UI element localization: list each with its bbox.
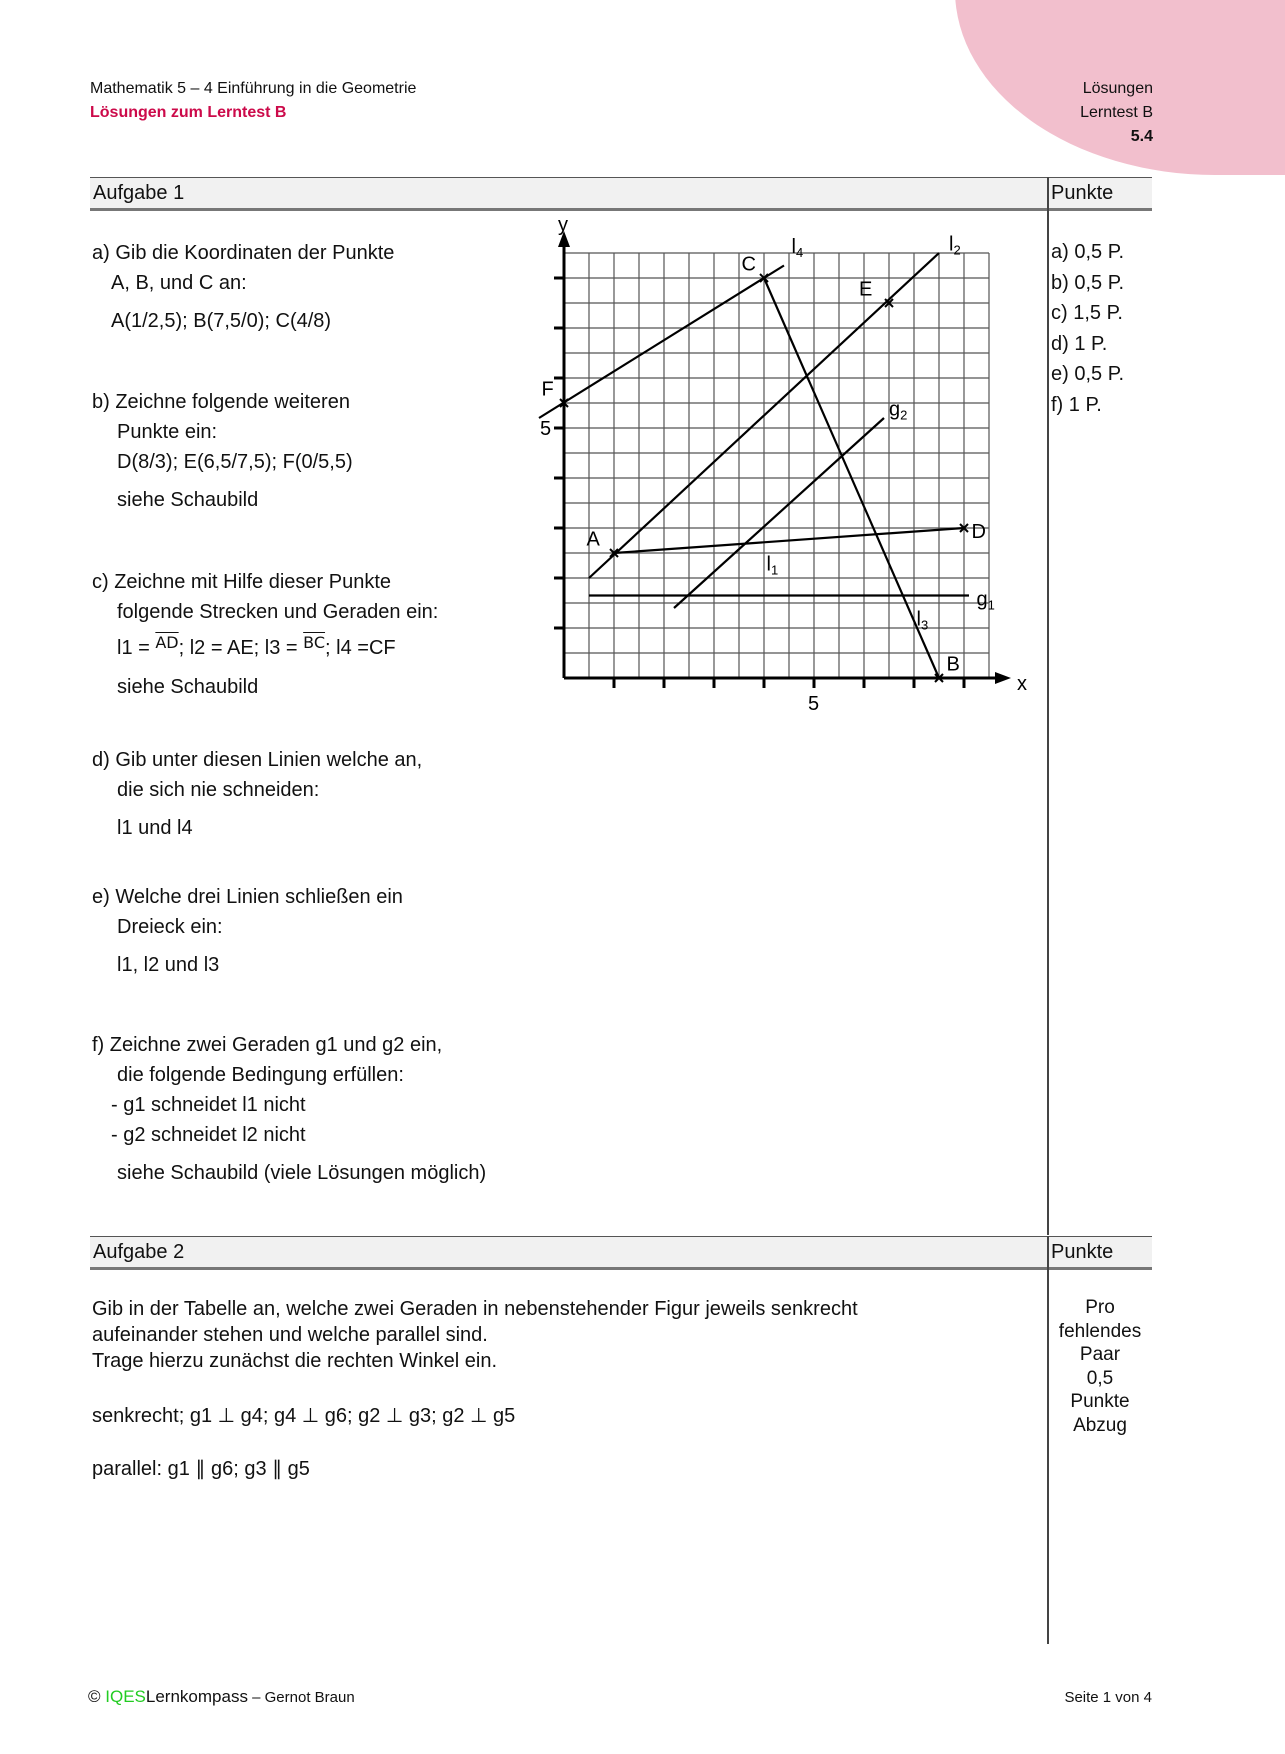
point-label-A: A (586, 528, 600, 551)
task2-title: Aufgabe 2 (93, 1241, 185, 1263)
line-label-l4: $l_4$ (791, 236, 804, 260)
answer-perpendicular: senkrecht; g1 ⊥ g4; g4 ⊥ g6; g2 ⊥ g3; g2 ⊥ g5 (92, 1405, 516, 1427)
segment-l1-label: l1 = (117, 637, 156, 659)
task1-part-b (92, 387, 353, 515)
points-f: f) 1 P. (1051, 393, 1102, 416)
segment-l2-l3-label: ; l2 = AE; l3 = (178, 637, 304, 659)
answer-text: siehe Schaubild (117, 676, 259, 698)
answer-parallel: parallel: g1 ∥ g6; g3 ∥ g5 (92, 1458, 310, 1480)
course-title: Mathematik 5 – 4 Einführung in die Geometrie (90, 80, 417, 97)
task1-title: Aufgabe 1 (93, 182, 185, 204)
copyright-icon: © (88, 1687, 101, 1706)
question-text: Punkte ein: (117, 421, 218, 443)
task1-points-header: Punkte (1051, 182, 1114, 204)
task1-part-a (92, 238, 394, 336)
x-axis-label: x (1017, 673, 1027, 695)
author: – Gernot Braun (247, 1689, 355, 1706)
column-divider (1047, 177, 1049, 1235)
line-label-l1: $l_1$ (766, 553, 779, 578)
task1-part-c (92, 567, 438, 702)
line-label-l2: $l_2$ (949, 233, 961, 258)
question-text: c) Zeichne mit Hilfe dieser Punkte (92, 571, 392, 593)
task2-points-note (1050, 1296, 1150, 1437)
task2-points-header: Punkte (1051, 1241, 1114, 1263)
point-label-F: F (541, 378, 554, 401)
x-axis-arrow-icon (995, 672, 1011, 684)
points-note-line: Punkte (1070, 1391, 1130, 1412)
task1-part-d (92, 745, 422, 843)
question-text: Dreieck ein: (117, 916, 223, 938)
task1-points-list (1051, 237, 1124, 420)
label-line1: Lösungen (1082, 80, 1153, 97)
document-label (1080, 77, 1153, 149)
points-d: d) 1 P. (1051, 332, 1108, 355)
document-subtitle: Lösungen zum Lerntest B (90, 104, 287, 121)
points-note-line: Abzug (1073, 1414, 1127, 1436)
line-label-g2: $g_2$ (889, 398, 908, 423)
task1-part-f (92, 1030, 486, 1188)
point-label-B: B (946, 653, 960, 676)
instruction-text: Trage hierzu zunächst die rechten Winkel ein. (92, 1350, 498, 1372)
points-e: e) 0,5 P. (1051, 363, 1125, 385)
point-label-C: C (741, 253, 756, 276)
page-number: Seite 1 von 4 (1064, 1689, 1152, 1706)
answer-text: l1, l2 und l3 (117, 954, 220, 976)
brand-lernkompass: Lernkompass (145, 1687, 248, 1706)
points-c: c) 1,5 P. (1051, 302, 1123, 324)
label-line2: Lerntest B (1080, 104, 1153, 121)
points-note-line: fehlendes (1058, 1320, 1142, 1342)
answer-text: siehe Schaubild (117, 489, 259, 511)
segment-bc: BC (303, 633, 326, 652)
brand-iqes: IQES (105, 1687, 146, 1706)
question-text: d) Gib unter diesen Linien welche an, (92, 749, 423, 771)
segment-l4-label: ; l4 =CF (325, 637, 396, 659)
answer-text: siehe Schaubild (viele Lösungen möglich) (117, 1162, 487, 1184)
instruction-text: Gib in der Tabelle an, welche zwei Geraden in nebenstehender Figur jeweils senkrecht (92, 1298, 858, 1320)
task1-header (90, 177, 1152, 211)
condition-text: - g1 schneidet l1 nicht (111, 1094, 306, 1116)
x-tick-label: 5 (808, 693, 820, 715)
question-text: die folgende Bedingung erfüllen: (117, 1064, 404, 1086)
question-text: die sich nie schneiden: (117, 779, 320, 801)
points-a: a) 0,5 P. (1051, 241, 1125, 263)
task2-header (90, 1236, 1152, 1270)
points-b: b) 0,5 P. (1051, 271, 1125, 294)
answer-text: l1 und l4 (117, 817, 193, 839)
question-text: folgende Strecken und Geraden ein: (117, 601, 439, 623)
document-header (90, 77, 416, 125)
question-text: b) Zeichne folgende weiteren (92, 391, 350, 413)
points-note-line: 0,5 (1086, 1367, 1114, 1389)
question-text: f) Zeichne zwei Geraden g1 und g2 ein, (92, 1034, 443, 1056)
line-l4 (539, 266, 784, 419)
points-note-line: Paar (1079, 1344, 1121, 1365)
line-g2 (674, 418, 884, 608)
label-number: 5.4 (1130, 128, 1153, 145)
column-divider (1047, 1236, 1049, 1644)
task2-instructions (92, 1296, 858, 1374)
line-label-g1: $g_1$ (976, 588, 995, 613)
y-axis-label: y (558, 214, 568, 236)
question-text: a) Gib die Koordinaten der Punkte (92, 242, 395, 264)
point-label-E: E (859, 278, 873, 301)
task1-part-e (92, 882, 403, 980)
y-tick-label: 5 (540, 418, 552, 440)
point-label-D: D (971, 521, 986, 543)
segment-definitions (92, 633, 438, 664)
answer-text: A(1/2,5); B(7,5/0); C(4/8) (111, 310, 332, 332)
footer-credit (88, 1687, 355, 1707)
question-text: A, B, und C an: (111, 272, 247, 294)
instruction-text: aufeinander stehen und welche parallel sind. (92, 1324, 488, 1346)
question-text: e) Welche drei Linien schließen ein (92, 886, 403, 908)
segment-ad: AD (155, 633, 179, 652)
line-label-l3: $l_3$ (916, 608, 929, 633)
condition-text: - g2 schneidet l2 nicht (111, 1124, 306, 1146)
question-text: D(8/3); E(6,5/7,5); F(0/5,5) (117, 451, 353, 473)
points-note-line: Pro (1085, 1297, 1115, 1318)
coordinate-graph (530, 214, 1027, 720)
